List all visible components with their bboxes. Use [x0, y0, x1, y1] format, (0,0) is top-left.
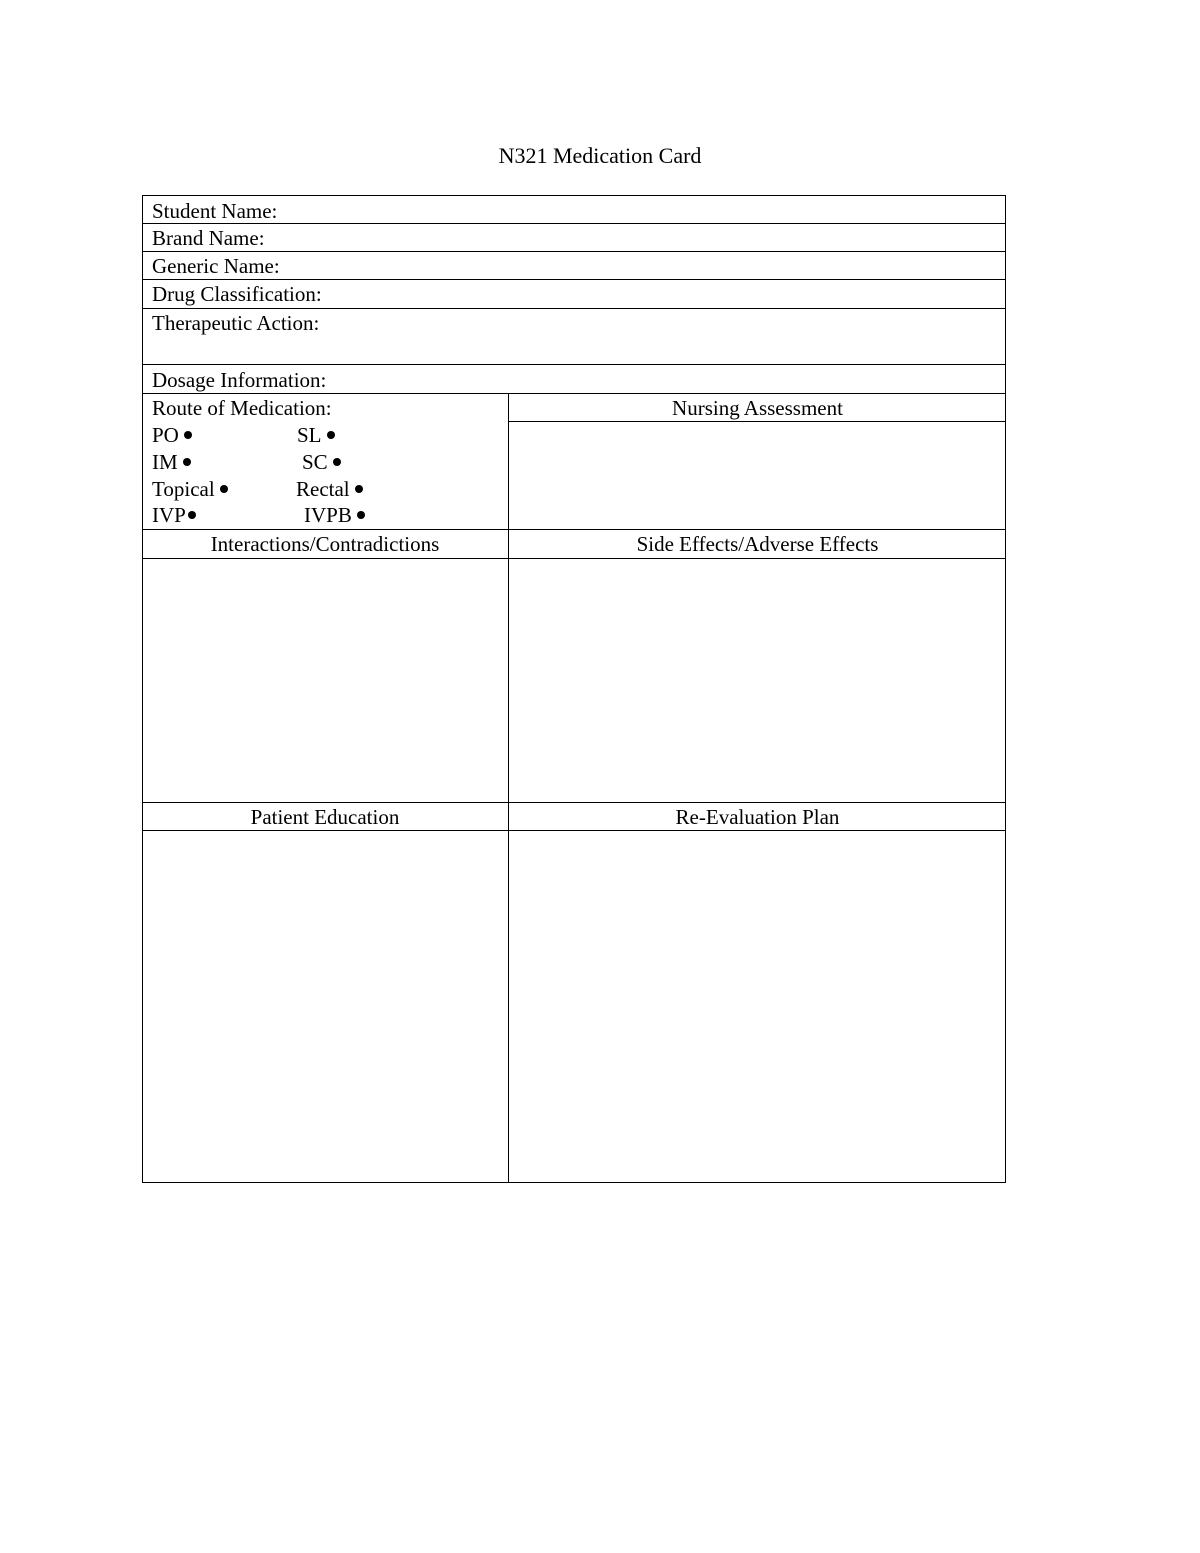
table-border-left: [142, 195, 143, 1183]
row-divider: [142, 279, 1006, 280]
row-divider: [142, 251, 1006, 252]
row-divider: [142, 364, 1006, 365]
nursing-assessment-header: Nursing Assessment: [672, 396, 843, 420]
dosage-information-label: Dosage Information:: [152, 368, 327, 392]
row-divider: [142, 830, 1006, 831]
bullet-icon: [184, 431, 192, 439]
route-option-rectal: [296, 476, 363, 502]
bullet-icon: [327, 431, 335, 439]
route-option-topical: [152, 476, 228, 502]
therapeutic-action-label: Therapeutic Action:: [152, 311, 320, 335]
route-im-label: IM: [152, 450, 178, 474]
route-of-medication-label: Route of Medication:: [152, 396, 332, 420]
interactions-header: Interactions/Contradictions: [210, 532, 440, 556]
row-divider: [142, 529, 1006, 530]
bullet-icon: [357, 511, 365, 519]
bullet-icon: [188, 511, 196, 519]
route-topical-label: Topical: [152, 477, 215, 501]
bullet-icon: [333, 458, 341, 466]
row-divider: [509, 421, 1006, 422]
patient-education-header: Patient Education: [250, 805, 400, 829]
row-divider: [142, 308, 1006, 309]
patient-education-area: [144, 832, 507, 1181]
row-divider: [142, 802, 1006, 803]
route-option-po: [152, 422, 192, 448]
route-option-ivpb: [304, 502, 365, 528]
route-option-im: [152, 449, 191, 475]
bullet-icon: [220, 485, 228, 493]
student-name-label: Student Name:: [152, 199, 278, 223]
route-ivpb-label: IVPB: [304, 503, 352, 527]
page-title: N321 Medication Card: [498, 143, 702, 168]
table-border-right: [1005, 195, 1006, 1183]
route-option-sl: [297, 422, 335, 448]
route-sc-label: SC: [302, 450, 328, 474]
table-border-top: [142, 195, 1006, 196]
drug-classification-label: Drug Classification:: [152, 282, 322, 306]
route-rectal-label: Rectal: [296, 477, 350, 501]
brand-name-label: Brand Name:: [152, 226, 265, 250]
side-effects-header: Side Effects/Adverse Effects: [636, 532, 879, 556]
route-option-sc: [302, 449, 341, 475]
row-divider: [142, 393, 1006, 394]
row-divider: [142, 558, 1006, 559]
bullet-icon: [355, 485, 363, 493]
nursing-assessment-area: [510, 423, 1004, 528]
column-divider: [508, 393, 509, 1183]
medication-card-table: [142, 195, 1006, 1183]
bullet-icon: [183, 458, 191, 466]
interactions-area: [144, 560, 507, 801]
route-po-label: PO: [152, 423, 179, 447]
side-effects-area: [510, 560, 1004, 801]
re-evaluation-area: [510, 832, 1004, 1181]
generic-name-label: Generic Name:: [152, 254, 280, 278]
route-option-ivp: [152, 502, 196, 528]
route-sl-label: SL: [297, 423, 322, 447]
table-border-bottom: [142, 1182, 1006, 1183]
route-ivp-label: IVP: [152, 503, 186, 527]
re-evaluation-header: Re-Evaluation Plan: [675, 805, 840, 829]
